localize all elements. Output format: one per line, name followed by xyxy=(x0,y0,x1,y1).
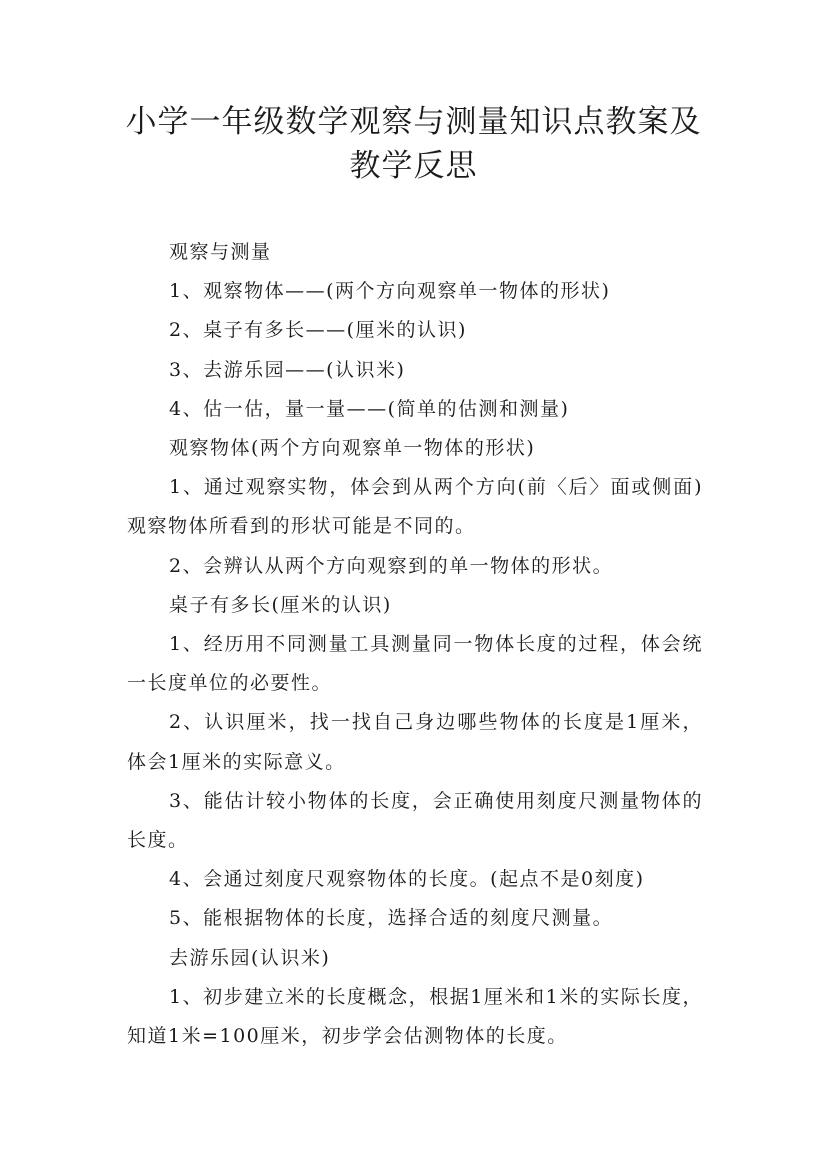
title-line-1: 小学一年级数学观察与测量知识点教案及 xyxy=(125,104,702,140)
outline-item-3: 3、去游乐园——(认识米) xyxy=(169,358,406,381)
outline-item-2: 2、桌子有多长——(厘米的认识) xyxy=(169,319,467,342)
centimeter-point-4: 4、会通过刻度尺观察物体的长度。(起点不是0刻度) xyxy=(169,868,645,891)
document-body xyxy=(127,233,703,1056)
outline-item-1: 1、观察物体——(两个方向观察单一物体的形状) xyxy=(169,280,611,303)
meter-point-1: 1、初步建立米的长度概念，根据1厘米和1米的实际长度，知道1米=100厘米，初步学会估测物体的长度。 xyxy=(127,985,703,1048)
centimeter-point-2: 2、认识厘米，找一找自己身边哪些物体的长度是1厘米，体会1厘米的实际意义。 xyxy=(127,711,703,773)
outline-item-4: 4、估一估，量一量——(简单的估测和测量) xyxy=(169,397,570,420)
section-heading-meter: 去游乐园(认识米) xyxy=(169,946,331,969)
document-title xyxy=(100,100,727,188)
observe-objects-point-2: 2、会辨认从两个方向观察到的单一物体的形状。 xyxy=(169,554,614,577)
observe-objects-point-1: 1、通过观察实物，体会到从两个方向(前〈后〉面或侧面)观察物体所看到的形状可能是不同的。 xyxy=(127,476,703,538)
centimeter-point-3: 3、能估计较小物体的长度，会正确使用刻度尺测量物体的长度。 xyxy=(127,789,703,852)
centimeter-point-1: 1、经历用不同测量工具测量同一物体长度的过程，体会统一长度单位的必要性。 xyxy=(127,633,703,695)
section-heading-observe-measure: 观察与测量 xyxy=(169,241,272,263)
section-heading-observe-objects: 观察物体(两个方向观察单一物体的形状) xyxy=(169,437,536,460)
section-heading-centimeter: 桌子有多长(厘米的认识) xyxy=(169,593,392,616)
title-line-2: 教学反思 xyxy=(349,148,478,184)
centimeter-point-5: 5、能根据物体的长度，选择合适的刻度尺测量。 xyxy=(169,907,614,930)
